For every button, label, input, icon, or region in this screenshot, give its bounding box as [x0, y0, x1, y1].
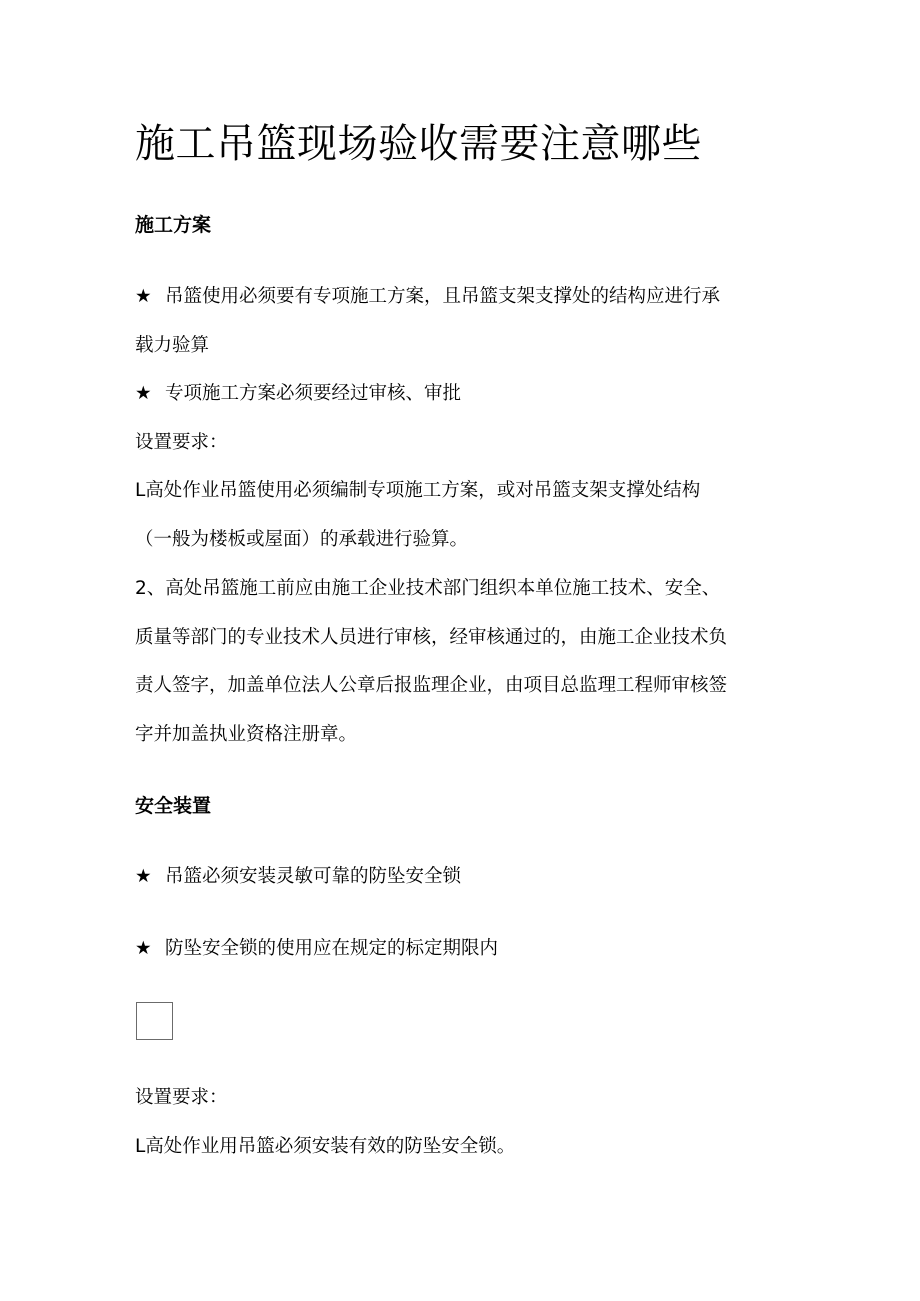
- section-heading-safety-device: 安全装置: [135, 795, 212, 817]
- bullet-item: [135, 936, 498, 962]
- requirement-line: L高处作业吊篮使用必须编制专项施工方案，或对吊篮支架支撑处结构: [135, 480, 701, 501]
- requirement-line: 字并加盖执业资格注册章。: [135, 724, 358, 745]
- bullet-item: [135, 864, 461, 890]
- requirement-line: （一般为楼板或屋面）的承载进行验算。: [135, 529, 469, 550]
- requirement-line: 质量等部门的专业技术人员进行审核，经审核通过的，由施工企业技术负: [135, 627, 728, 648]
- bullet-text: 专项施工方案必须要经过审核、审批: [165, 383, 462, 404]
- bullet-item: [135, 284, 720, 310]
- bullet-text: 防坠安全锁的使用应在规定的标定期限内: [165, 938, 499, 959]
- requirement-line: 责人签字，加盖单位法人公章后报监理企业，由项目总监理工程师审核签: [135, 675, 728, 696]
- requirements-label: 设置要求：: [135, 1087, 228, 1108]
- requirement-line: 2、高处吊篮施工前应由施工企业技术部门组织本单位施工技术、安全、: [135, 578, 721, 599]
- bullet-text: 吊篮使用必须要有专项施工方案，且吊篮支架支撑处的结构应进行承: [165, 286, 721, 307]
- bullet-text-continuation: 载力验算: [135, 335, 210, 356]
- star-icon: ★: [135, 383, 152, 404]
- requirements-label: 设置要求：: [135, 432, 228, 453]
- bullet-text: 吊篮必须安装灵敏可靠的防坠安全锁: [165, 866, 462, 887]
- requirement-line: L高处作业用吊篮必须安装有效的防坠安全锁。: [135, 1136, 516, 1157]
- document-title: 施工吊篮现场验收需要注意哪些: [135, 121, 702, 167]
- image-placeholder-box: [136, 1002, 173, 1040]
- star-icon: ★: [135, 938, 152, 959]
- star-icon: ★: [135, 866, 152, 887]
- star-icon: ★: [135, 286, 152, 307]
- section-heading-construction-plan: 施工方案: [135, 214, 212, 236]
- bullet-item: [135, 381, 461, 407]
